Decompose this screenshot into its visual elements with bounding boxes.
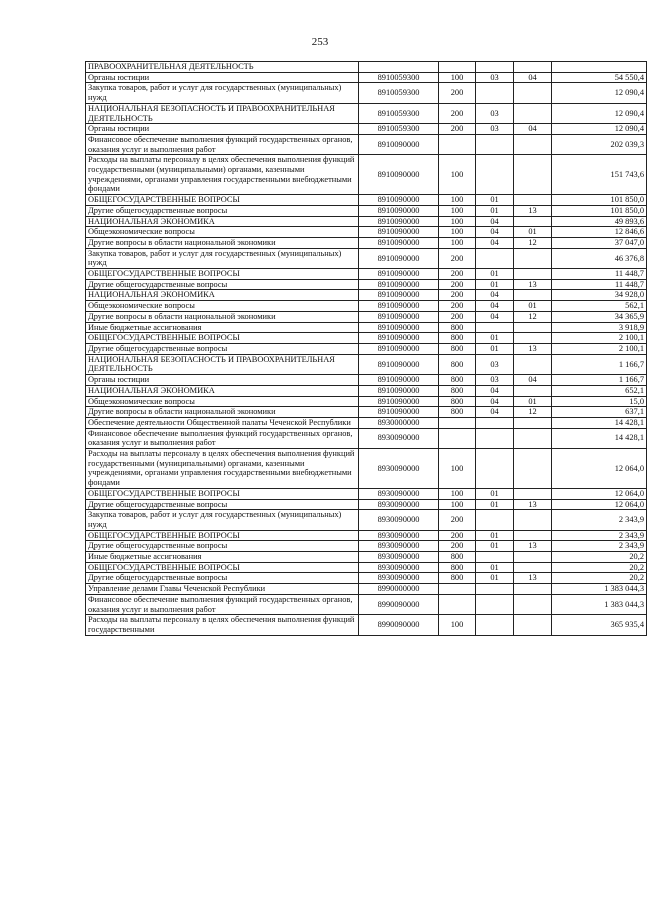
target-article-cell: 8910059300 <box>359 83 439 103</box>
section-cell: 03 <box>476 354 514 374</box>
expense-name-cell: НАЦИОНАЛЬНАЯ ЭКОНОМИКА <box>86 290 359 301</box>
target-article-cell: 8910090000 <box>359 354 439 374</box>
table-row <box>86 396 647 407</box>
table-row <box>86 322 647 333</box>
section-cell: 01 <box>476 343 514 354</box>
expense-name-cell: Другие общегосударственные вопросы <box>86 499 359 510</box>
target-article-cell: 8930090000 <box>359 499 439 510</box>
subsection-cell <box>514 488 552 499</box>
expense-type-cell: 200 <box>439 301 476 312</box>
table-row <box>86 72 647 83</box>
section-cell <box>476 615 514 635</box>
subsection-cell <box>514 428 552 448</box>
amount-cell: 2 100,1 <box>552 343 647 354</box>
target-article-cell: 8990090000 <box>359 594 439 614</box>
target-article-cell: 8910090000 <box>359 269 439 280</box>
target-article-cell: 8910090000 <box>359 322 439 333</box>
subsection-cell: 13 <box>514 499 552 510</box>
expense-name-cell: Финансовое обеспечение выполнения функций государственных органов, оказания услуг и выполнения работ <box>86 594 359 614</box>
expense-type-cell: 200 <box>439 510 476 530</box>
expense-type-cell <box>439 134 476 154</box>
expense-name-cell: Закупка товаров, работ и услуг для государственных (муниципальных) нужд <box>86 248 359 268</box>
amount-cell: 12 846,6 <box>552 227 647 238</box>
expense-type-cell: 800 <box>439 407 476 418</box>
subsection-cell: 13 <box>514 343 552 354</box>
expense-name-cell: НАЦИОНАЛЬНАЯ ЭКОНОМИКА <box>86 385 359 396</box>
expense-name-cell: Иные бюджетные ассигнования <box>86 322 359 333</box>
section-cell <box>476 428 514 448</box>
target-article-cell: 8930090000 <box>359 541 439 552</box>
target-article-cell: 8910090000 <box>359 227 439 238</box>
subsection-cell <box>514 449 552 489</box>
amount-cell: 151 743,6 <box>552 155 647 195</box>
section-cell: 04 <box>476 290 514 301</box>
amount-cell: 12 064,0 <box>552 499 647 510</box>
table-row <box>86 428 647 448</box>
target-article-cell: 8910090000 <box>359 311 439 322</box>
table-row <box>86 83 647 103</box>
subsection-cell <box>514 103 552 123</box>
expense-name-cell: Другие общегосударственные вопросы <box>86 541 359 552</box>
expense-name-cell: Общеэкономические вопросы <box>86 396 359 407</box>
target-article-cell: 8910090000 <box>359 205 439 216</box>
target-article-cell: 8990000000 <box>359 584 439 595</box>
expense-type-cell: 100 <box>439 615 476 635</box>
expense-name-cell: Расходы на выплаты персоналу в целях обеспечения выполнения функций государственными (муниципальными) органами, казенными учреждениями, органами управления государственными внебюджетными фондами <box>86 155 359 195</box>
subsection-cell <box>514 269 552 280</box>
table-row <box>86 449 647 489</box>
table-row <box>86 552 647 563</box>
table-row <box>86 530 647 541</box>
amount-cell: 20,2 <box>552 552 647 563</box>
section-cell: 04 <box>476 396 514 407</box>
expense-type-cell: 100 <box>439 72 476 83</box>
subsection-cell: 13 <box>514 541 552 552</box>
amount-cell: 12 064,0 <box>552 488 647 499</box>
amount-cell <box>552 62 647 73</box>
section-cell: 04 <box>476 407 514 418</box>
subsection-cell <box>514 248 552 268</box>
subsection-cell: 01 <box>514 396 552 407</box>
table-row <box>86 510 647 530</box>
subsection-cell <box>514 562 552 573</box>
table-row <box>86 333 647 344</box>
amount-cell: 12 090,4 <box>552 124 647 135</box>
expense-type-cell: 800 <box>439 343 476 354</box>
target-article-cell: 8930090000 <box>359 449 439 489</box>
table-row <box>86 488 647 499</box>
amount-cell: 2 343,9 <box>552 541 647 552</box>
expense-name-cell: НАЦИОНАЛЬНАЯ БЕЗОПАСНОСТЬ И ПРАВООХРАНИТЕЛЬНАЯ ДЕЯТЕЛЬНОСТЬ <box>86 354 359 374</box>
target-article-cell: 8990090000 <box>359 615 439 635</box>
subsection-cell <box>514 417 552 428</box>
target-article-cell: 8910090000 <box>359 396 439 407</box>
amount-cell: 637,1 <box>552 407 647 418</box>
subsection-cell <box>514 216 552 227</box>
expense-name-cell: Органы юстиции <box>86 72 359 83</box>
expense-type-cell: 100 <box>439 227 476 238</box>
section-cell: 04 <box>476 311 514 322</box>
target-article-cell: 8910090000 <box>359 248 439 268</box>
amount-cell: 652,1 <box>552 385 647 396</box>
subsection-cell <box>514 195 552 206</box>
expense-name-cell: Другие общегосударственные вопросы <box>86 205 359 216</box>
section-cell: 04 <box>476 237 514 248</box>
expense-type-cell: 100 <box>439 488 476 499</box>
expense-name-cell: Расходы на выплаты персоналу в целях обеспечения выполнения функций государственными <box>86 615 359 635</box>
table-row <box>86 290 647 301</box>
section-cell: 04 <box>476 216 514 227</box>
expense-type-cell: 100 <box>439 205 476 216</box>
section-cell: 01 <box>476 279 514 290</box>
amount-cell: 101 850,0 <box>552 195 647 206</box>
expense-name-cell: Иные бюджетные ассигнования <box>86 552 359 563</box>
table-row <box>86 279 647 290</box>
amount-cell: 101 850,0 <box>552 205 647 216</box>
section-cell: 01 <box>476 573 514 584</box>
expense-name-cell: Общеэкономические вопросы <box>86 301 359 312</box>
target-article-cell: 8910090000 <box>359 343 439 354</box>
expense-type-cell: 800 <box>439 322 476 333</box>
section-cell <box>476 248 514 268</box>
table-row <box>86 62 647 73</box>
table-row <box>86 615 647 635</box>
section-cell <box>476 322 514 333</box>
expense-name-cell: Другие общегосударственные вопросы <box>86 573 359 584</box>
amount-cell: 562,1 <box>552 301 647 312</box>
section-cell <box>476 584 514 595</box>
subsection-cell: 12 <box>514 311 552 322</box>
amount-cell: 34 365,9 <box>552 311 647 322</box>
amount-cell: 20,2 <box>552 573 647 584</box>
subsection-cell: 01 <box>514 301 552 312</box>
table-row <box>86 134 647 154</box>
expense-name-cell: НАЦИОНАЛЬНАЯ БЕЗОПАСНОСТЬ И ПРАВООХРАНИТЕЛЬНАЯ ДЕЯТЕЛЬНОСТЬ <box>86 103 359 123</box>
expense-type-cell: 800 <box>439 354 476 374</box>
amount-cell: 1 383 044,3 <box>552 594 647 614</box>
section-cell <box>476 155 514 195</box>
subsection-cell: 04 <box>514 124 552 135</box>
target-article-cell: 8930090000 <box>359 488 439 499</box>
expense-type-cell: 800 <box>439 396 476 407</box>
section-cell <box>476 594 514 614</box>
expense-type-cell: 800 <box>439 562 476 573</box>
section-cell: 01 <box>476 195 514 206</box>
expense-name-cell: ОБЩЕГОСУДАРСТВЕННЫЕ ВОПРОСЫ <box>86 333 359 344</box>
target-article-cell: 8930090000 <box>359 428 439 448</box>
expense-name-cell: НАЦИОНАЛЬНАЯ ЭКОНОМИКА <box>86 216 359 227</box>
expense-type-cell: 100 <box>439 449 476 489</box>
target-article-cell: 8910090000 <box>359 385 439 396</box>
section-cell: 03 <box>476 375 514 386</box>
expense-type-cell: 200 <box>439 311 476 322</box>
amount-cell: 12 064,0 <box>552 449 647 489</box>
expense-name-cell: ОБЩЕГОСУДАРСТВЕННЫЕ ВОПРОСЫ <box>86 530 359 541</box>
amount-cell: 49 893,6 <box>552 216 647 227</box>
table-row <box>86 205 647 216</box>
expense-name-cell: Закупка товаров, работ и услуг для государственных (муниципальных) нужд <box>86 83 359 103</box>
section-cell <box>476 417 514 428</box>
amount-cell: 2 343,9 <box>552 530 647 541</box>
expense-name-cell: Финансовое обеспечение выполнения функций государственных органов, оказания услуг и выполнения работ <box>86 428 359 448</box>
subsection-cell: 04 <box>514 375 552 386</box>
expense-name-cell: Закупка товаров, работ и услуг для государственных (муниципальных) нужд <box>86 510 359 530</box>
subsection-cell <box>514 62 552 73</box>
section-cell: 01 <box>476 205 514 216</box>
section-cell <box>476 62 514 73</box>
subsection-cell <box>514 322 552 333</box>
expense-type-cell: 800 <box>439 573 476 584</box>
budget-table <box>85 61 647 636</box>
table-row <box>86 407 647 418</box>
subsection-cell <box>514 134 552 154</box>
target-article-cell: 8930090000 <box>359 510 439 530</box>
subsection-cell <box>514 333 552 344</box>
amount-cell: 2 343,9 <box>552 510 647 530</box>
table-row <box>86 103 647 123</box>
target-article-cell: 8930090000 <box>359 552 439 563</box>
expense-name-cell: Обеспечение деятельности Общественной палаты Чеченской Республики <box>86 417 359 428</box>
target-article-cell: 8910090000 <box>359 134 439 154</box>
table-row <box>86 155 647 195</box>
expense-type-cell: 200 <box>439 103 476 123</box>
subsection-cell <box>514 155 552 195</box>
expense-name-cell: Финансовое обеспечение выполнения функций государственных органов, оказания услуг и выполнения работ <box>86 134 359 154</box>
subsection-cell <box>514 83 552 103</box>
section-cell: 01 <box>476 499 514 510</box>
section-cell: 01 <box>476 541 514 552</box>
expense-type-cell: 800 <box>439 385 476 396</box>
subsection-cell <box>514 594 552 614</box>
amount-cell: 15,0 <box>552 396 647 407</box>
section-cell: 01 <box>476 530 514 541</box>
amount-cell: 11 448,7 <box>552 269 647 280</box>
target-article-cell <box>359 62 439 73</box>
expense-type-cell: 200 <box>439 279 476 290</box>
subsection-cell <box>514 510 552 530</box>
expense-type-cell: 200 <box>439 124 476 135</box>
target-article-cell: 8930000000 <box>359 417 439 428</box>
section-cell: 04 <box>476 385 514 396</box>
expense-name-cell: Органы юстиции <box>86 124 359 135</box>
table-row <box>86 216 647 227</box>
expense-type-cell: 200 <box>439 248 476 268</box>
amount-cell: 1 166,7 <box>552 375 647 386</box>
subsection-cell: 13 <box>514 279 552 290</box>
expense-name-cell: Другие общегосударственные вопросы <box>86 343 359 354</box>
target-article-cell: 8910090000 <box>359 195 439 206</box>
section-cell: 03 <box>476 124 514 135</box>
target-article-cell: 8910090000 <box>359 301 439 312</box>
target-article-cell: 8910090000 <box>359 155 439 195</box>
section-cell <box>476 449 514 489</box>
subsection-cell: 13 <box>514 573 552 584</box>
amount-cell: 3 918,9 <box>552 322 647 333</box>
expense-name-cell: ОБЩЕГОСУДАРСТВЕННЫЕ ВОПРОСЫ <box>86 562 359 573</box>
expense-type-cell: 800 <box>439 552 476 563</box>
expense-type-cell <box>439 62 476 73</box>
section-cell: 03 <box>476 103 514 123</box>
section-cell <box>476 510 514 530</box>
target-article-cell: 8910090000 <box>359 407 439 418</box>
target-article-cell: 8930090000 <box>359 530 439 541</box>
table-row <box>86 269 647 280</box>
target-article-cell: 8930090000 <box>359 562 439 573</box>
table-row <box>86 227 647 238</box>
amount-cell: 12 090,4 <box>552 83 647 103</box>
table-row <box>86 584 647 595</box>
page-number: 253 <box>311 36 329 48</box>
amount-cell: 34 928,0 <box>552 290 647 301</box>
expense-name-cell: Расходы на выплаты персоналу в целях обеспечения выполнения функций государственными (муниципальными) органами, казенными учреждениями, органами управления государственными внебюджетными фондами <box>86 449 359 489</box>
amount-cell: 202 039,3 <box>552 134 647 154</box>
section-cell: 04 <box>476 301 514 312</box>
target-article-cell: 8910059300 <box>359 124 439 135</box>
table-row <box>86 375 647 386</box>
amount-cell: 37 047,0 <box>552 237 647 248</box>
subsection-cell <box>514 584 552 595</box>
section-cell <box>476 134 514 154</box>
subsection-cell <box>514 615 552 635</box>
target-article-cell: 8910059300 <box>359 103 439 123</box>
expense-type-cell: 100 <box>439 499 476 510</box>
subsection-cell <box>514 552 552 563</box>
subsection-cell <box>514 354 552 374</box>
section-cell: 01 <box>476 488 514 499</box>
amount-cell: 14 428,1 <box>552 417 647 428</box>
table-row <box>86 385 647 396</box>
expense-name-cell: ОБЩЕГОСУДАРСТВЕННЫЕ ВОПРОСЫ <box>86 195 359 206</box>
subsection-cell: 12 <box>514 237 552 248</box>
amount-cell: 12 090,4 <box>552 103 647 123</box>
target-article-cell: 8910090000 <box>359 375 439 386</box>
expense-type-cell <box>439 417 476 428</box>
target-article-cell: 8910090000 <box>359 216 439 227</box>
expense-name-cell: Другие вопросы в области национальной экономики <box>86 237 359 248</box>
subsection-cell <box>514 290 552 301</box>
expense-type-cell: 200 <box>439 269 476 280</box>
amount-cell: 1 383 044,3 <box>552 584 647 595</box>
expense-name-cell: Другие вопросы в области национальной экономики <box>86 311 359 322</box>
table-row <box>86 124 647 135</box>
expense-type-cell <box>439 594 476 614</box>
amount-cell: 2 100,1 <box>552 333 647 344</box>
table-row <box>86 195 647 206</box>
expense-name-cell: ОБЩЕГОСУДАРСТВЕННЫЕ ВОПРОСЫ <box>86 488 359 499</box>
amount-cell: 1 166,7 <box>552 354 647 374</box>
expense-type-cell: 200 <box>439 83 476 103</box>
table-row <box>86 541 647 552</box>
amount-cell: 14 428,1 <box>552 428 647 448</box>
table-row <box>86 237 647 248</box>
expense-type-cell: 800 <box>439 375 476 386</box>
expense-type-cell: 100 <box>439 216 476 227</box>
target-article-cell: 8910059300 <box>359 72 439 83</box>
subsection-cell <box>514 530 552 541</box>
target-article-cell: 8910090000 <box>359 333 439 344</box>
table-row <box>86 594 647 614</box>
target-article-cell: 8910090000 <box>359 237 439 248</box>
section-cell: 04 <box>476 227 514 238</box>
amount-cell: 54 550,4 <box>552 72 647 83</box>
target-article-cell: 8930090000 <box>359 573 439 584</box>
target-article-cell: 8910090000 <box>359 290 439 301</box>
target-article-cell: 8910090000 <box>359 279 439 290</box>
table-row <box>86 248 647 268</box>
table-row <box>86 562 647 573</box>
section-cell: 01 <box>476 333 514 344</box>
subsection-cell <box>514 385 552 396</box>
section-cell <box>476 552 514 563</box>
table-row <box>86 311 647 322</box>
subsection-cell: 13 <box>514 205 552 216</box>
amount-cell: 20,2 <box>552 562 647 573</box>
expense-type-cell: 100 <box>439 155 476 195</box>
expense-name-cell: Другие вопросы в области национальной экономики <box>86 407 359 418</box>
amount-cell: 365 935,4 <box>552 615 647 635</box>
expense-name-cell: Управление делами Главы Чеченской Республики <box>86 584 359 595</box>
expense-type-cell <box>439 584 476 595</box>
amount-cell: 46 376,8 <box>552 248 647 268</box>
table-row <box>86 301 647 312</box>
table-row <box>86 573 647 584</box>
table-row <box>86 499 647 510</box>
table-row <box>86 417 647 428</box>
budget-table-body <box>86 62 647 636</box>
expense-type-cell <box>439 428 476 448</box>
expense-name-cell: ОБЩЕГОСУДАРСТВЕННЫЕ ВОПРОСЫ <box>86 269 359 280</box>
section-cell: 01 <box>476 269 514 280</box>
expense-name-cell: Органы юстиции <box>86 375 359 386</box>
expense-name-cell: Общеэкономические вопросы <box>86 227 359 238</box>
section-cell: 03 <box>476 72 514 83</box>
expense-type-cell: 800 <box>439 333 476 344</box>
expense-type-cell: 100 <box>439 237 476 248</box>
expense-type-cell: 200 <box>439 530 476 541</box>
subsection-cell: 01 <box>514 227 552 238</box>
expense-type-cell: 100 <box>439 195 476 206</box>
table-row <box>86 343 647 354</box>
expense-type-cell: 200 <box>439 290 476 301</box>
amount-cell: 11 448,7 <box>552 279 647 290</box>
expense-name-cell: Другие общегосударственные вопросы <box>86 279 359 290</box>
expense-type-cell: 200 <box>439 541 476 552</box>
expense-name-cell: ПРАВООХРАНИТЕЛЬНАЯ ДЕЯТЕЛЬНОСТЬ <box>86 62 359 73</box>
section-cell: 01 <box>476 562 514 573</box>
table-row <box>86 354 647 374</box>
section-cell <box>476 83 514 103</box>
subsection-cell: 04 <box>514 72 552 83</box>
subsection-cell: 12 <box>514 407 552 418</box>
